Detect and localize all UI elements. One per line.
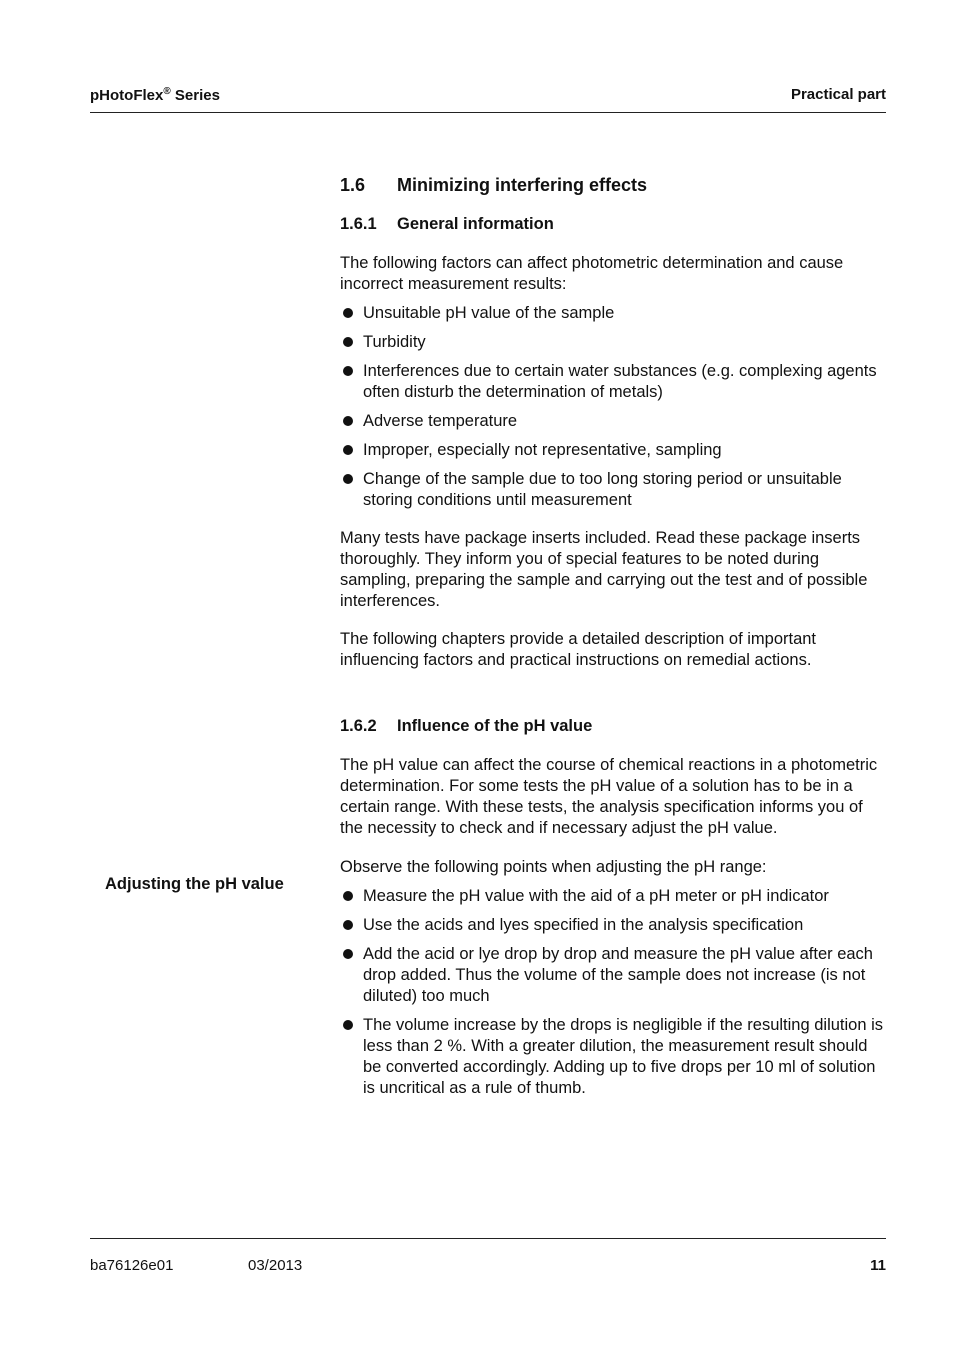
- section-heading-1-6-1: 1.6.1 General information: [340, 215, 554, 233]
- document-id: ba76126e01: [90, 1257, 174, 1274]
- list-item: Improper, especially not representative, sampling: [340, 440, 888, 461]
- header-title: [90, 86, 220, 104]
- bullet-icon: [343, 474, 353, 484]
- list-item: Use the acids and lyes specified in the analysis specification: [340, 915, 888, 936]
- document-date: 03/2013: [248, 1257, 303, 1274]
- factor-list: [340, 303, 888, 511]
- bullet-icon: [343, 891, 353, 901]
- list-item: The volume increase by the drops is negligible if the resulting dilution is less than 2 %. With a greater dilution, the measurement result should be converted accordingly. Adding up to five drops per 10 ml of solution is uncritical as a rule of thumb.: [340, 1015, 888, 1099]
- list-item: Interferences due to certain water substances (e.g. complexing agents often disturb the determination of metals): [340, 361, 888, 403]
- adjusting-intro: Observe the following points when adjusting the pH range:: [340, 858, 767, 876]
- list-item: Adverse temperature: [340, 411, 888, 432]
- adjusting-list: [340, 886, 888, 1099]
- section-heading-1-6-2: 1.6.2 Influence of the pH value: [340, 717, 593, 735]
- registered-mark: ®: [163, 86, 171, 97]
- brand-name: pHotoFlex: [90, 87, 164, 104]
- side-heading-adjusting-ph: Adjusting the pH value: [105, 875, 284, 893]
- ph-paragraph: The pH value can affect the course of chemical reactions in a photometric determination. For some tests the pH value of a solution has to be in a certain range. With these tests, the analysis specification informs you of the necessity to check and if necessary adjust the pH value.: [340, 756, 878, 837]
- chapters-paragraph: The following chapters provide a detailed description of important influencing factors and practical instructions on remedial actions.: [340, 630, 817, 669]
- list-item: Add the acid or lye drop by drop and measure the pH value after each drop added. Thus the volume of the sample does not increase (is not diluted) too much: [340, 944, 888, 1007]
- package-inserts-paragraph: Many tests have package inserts included. Read these package inserts thoroughly. They inform you of special features to be noted during sampling, preparing the sample and carrying out the test and of possible interferences.: [340, 529, 868, 610]
- bullet-icon: [343, 920, 353, 930]
- bullet-icon: [343, 416, 353, 426]
- page-header: [90, 86, 886, 113]
- bullet-icon: [343, 1020, 353, 1030]
- list-item: Unsuitable pH value of the sample: [340, 303, 888, 324]
- general-intro: The following factors can affect photometric determination and cause incorrect measurement results:: [340, 254, 844, 293]
- series-label: Series: [170, 87, 220, 104]
- header-section: Practical part: [790, 86, 886, 103]
- list-item: Measure the pH value with the aid of a pH meter or pH indicator: [340, 886, 888, 907]
- main-content: [340, 175, 888, 1099]
- bullet-icon: [343, 949, 353, 959]
- bullet-icon: [343, 366, 353, 376]
- bullet-icon: [343, 308, 353, 318]
- section-heading-1-6: 1.6 Minimizing interfering effects: [340, 175, 648, 195]
- list-item: Turbidity: [340, 332, 888, 353]
- page-number: 11: [870, 1257, 886, 1274]
- bullet-icon: [343, 337, 353, 347]
- page-footer: [90, 1238, 886, 1274]
- list-item: Change of the sample due to too long storing period or unsuitable storing conditions until measurement: [340, 469, 888, 511]
- bullet-icon: [343, 445, 353, 455]
